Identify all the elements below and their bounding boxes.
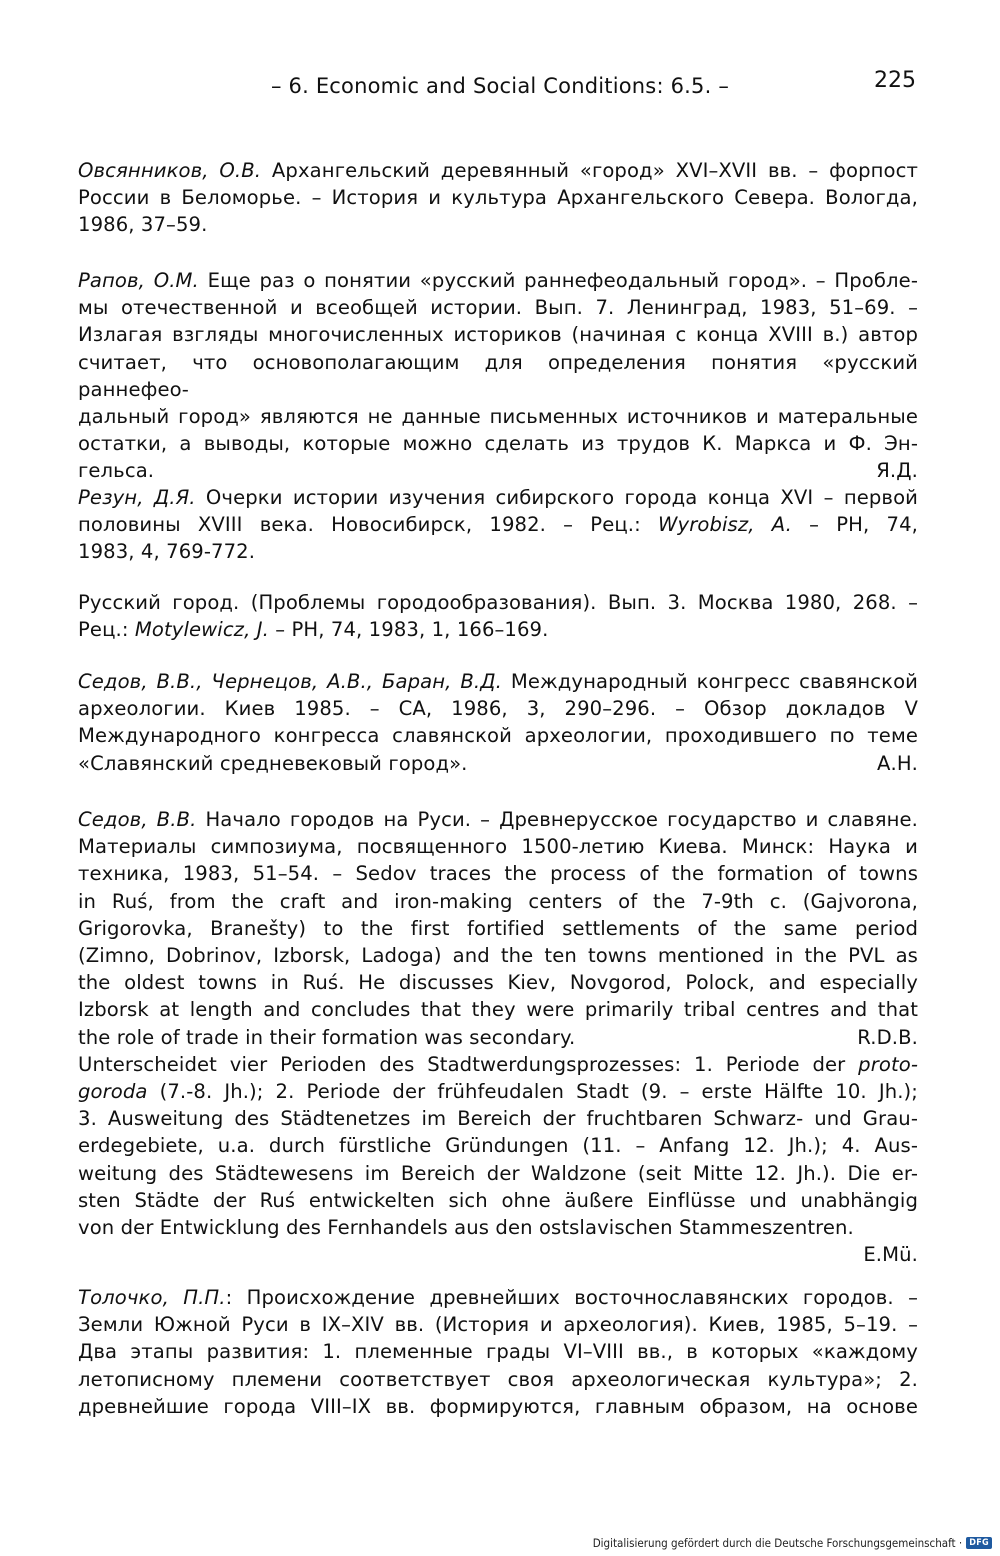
- entry-text: Unterscheidet vier Perioden des Stadtwerdungsprozesses: 1. Periode der: [78, 1052, 859, 1076]
- bibliography-entry-sedov: [78, 806, 918, 1268]
- entry-text: – PH, 74, 1983, 1, 166–169.: [268, 618, 549, 642]
- entry-text: мы отечественной и всеобщей истории. Вып. 7. Ленинград, 1983, 51–69. –: [78, 296, 918, 320]
- bibliography-entry-tolochko: [78, 1284, 918, 1420]
- digitization-footer: [593, 1536, 992, 1550]
- running-title: – 6. Economic and Social Conditions: 6.5. –: [270, 74, 730, 98]
- entry-text: in Ruś, from the craft and iron-making centers of the 7-9th c. (Gajvorona,: [78, 889, 918, 913]
- entry-text: Очерки истории изучения сибирского города конца XVI – первой: [195, 486, 918, 509]
- entry-text: von der Entwicklung des Fernhandels aus den ostslavischen Stammeszentren.: [78, 1216, 854, 1240]
- entry-text: Архангельский деревянный «город» XVI–XVII вв. – форпост: [261, 159, 918, 182]
- entry-term: goroda: [78, 1080, 148, 1104]
- entry-text: Начало городов на Руси. – Древнерусское государство и славяне.: [196, 808, 918, 831]
- entry-text: Рец.:: [78, 618, 135, 642]
- entry-text: Излагая взгляды многочисленных историков (начиная с конца XVIII в.) автор: [78, 323, 918, 347]
- entry-author: Толочко, П.П.: [78, 1286, 226, 1309]
- entry-text: Русский город. (Проблемы городообразования). Вып. 3. Москва 1980, 268. –: [78, 591, 918, 614]
- entry-text: Izborsk at length and concludes that they were primarily tribal centres and that: [78, 998, 918, 1022]
- entry-text: остатки, а выводы, которые можно сделать из трудов К. Маркса и Ф. Эн-: [78, 432, 918, 456]
- entry-text: техника, 1983, 51–54. – Sedov traces the process of the formation of towns: [78, 862, 918, 886]
- entry-author: Овсянников, О.В.: [78, 159, 262, 182]
- reviewer-signature: А.Н.: [877, 751, 918, 775]
- entry-text: гельса.: [78, 459, 155, 483]
- page-number: 225: [874, 68, 916, 93]
- reviewer-signature: Я.Д.: [876, 459, 918, 483]
- running-head: [80, 68, 920, 106]
- entry-text: (Zimno, Dobrinov, Izborsk, Ladoga) and the ten towns mentioned in the PVL as: [78, 944, 918, 968]
- entry-author: Седов, В.В., Чернецов, А.В., Баран, В.Д.: [78, 670, 502, 693]
- entry-text: летописному племени соответствует своя археологическая культура»; 2.: [78, 1367, 918, 1391]
- entry-text: древнейшие города VIII–IX вв. формируются, главным образом, на основе: [78, 1394, 918, 1418]
- entry-text: weitung des Städtewesens im Bereich der Waldzone (seit Mitte 12. Jh.). Die er-: [78, 1161, 918, 1185]
- entry-text: Земли Южной Руси в IX–XIV вв. (История и археология). Киев, 1985, 5–19. –: [78, 1313, 918, 1337]
- entry-term: proto-: [858, 1052, 918, 1076]
- entry-text: Международного конгресса славянской археологии, проходившего по теме: [78, 724, 918, 748]
- bibliography-entry-rapov: [78, 267, 918, 485]
- reviewer-signature: R.D.B.: [857, 1025, 918, 1049]
- bibliography-entry-rezun: [78, 484, 918, 566]
- dfg-logo: DFG: [966, 1537, 992, 1549]
- bibliography-entry-ovsyannikov: [78, 157, 918, 239]
- entry-text: sten Städte der Ruś entwickelten sich ohne äußere Einflüsse und unabhängig: [78, 1188, 918, 1212]
- entry-text: the role of trade in their formation was secondary.: [78, 1025, 576, 1049]
- entry-author: Резун, Д.Я.: [78, 486, 196, 509]
- entry-text: Международный конгресс свавянской: [501, 670, 918, 693]
- entry-text: erdegebiete, u.a. durch fürstliche Gründungen (11. – Anfang 12. Jh.); 4. Aus-: [78, 1134, 918, 1158]
- entry-text: 1983, 4, 769-772.: [78, 540, 256, 564]
- review-author: Wyrobisz, A.: [658, 513, 792, 537]
- bibliography-entry-russkiy-gorod: [78, 589, 918, 643]
- entry-text: 1986, 37–59.: [78, 213, 208, 237]
- entry-text: (7.-8. Jh.); 2. Periode der frühfeudalen Stadt (9. – erste Hälfte 10. Jh.);: [147, 1080, 918, 1104]
- entry-text: археологии. Киев 1985. – СА, 1986, 3, 290–296. – Обзор докладов V: [78, 697, 918, 721]
- entry-text: – PH, 74,: [791, 513, 919, 537]
- entry-text: России в Беломорье. – История и культура Архангельского Севера. Вологда,: [78, 186, 918, 210]
- entry-text: «Славянский средневековый город».: [78, 751, 468, 775]
- reviewer-signature: E.Mü.: [863, 1243, 918, 1267]
- bibliography-entry-sedov-chernetsov-baran: [78, 668, 918, 777]
- entry-text: Материалы симпозиума, посвященного 1500-летию Киева. Минск: Наука и: [78, 835, 918, 859]
- entry-text: Еще раз о понятии «русский раннефеодальный город». – Пробле-: [198, 269, 918, 292]
- footer-text: Digitalisierung gefördert durch die Deutsche Forschungsgemeinschaft ·: [592, 1536, 963, 1550]
- entry-text: : Происхождение древнейших восточнославянских городов. –: [225, 1286, 918, 1309]
- entry-text: половины XVIII века. Новосибирск, 1982. – Рец.:: [78, 513, 659, 537]
- review-author: Motylewicz, J.: [134, 618, 269, 642]
- entry-text: считает, что основополагающим для определения понятия «русский раннефео-: [78, 350, 918, 401]
- entry-text: Два этапы развития: 1. племенные грады VI–VIII вв., в которых «каждому: [78, 1340, 918, 1364]
- entry-author: Седов, В.В.: [78, 808, 197, 831]
- entry-author: Рапов, О.М.: [78, 269, 199, 292]
- entry-text: the oldest towns in Ruś. He discusses Kiev, Novgorod, Polock, and especially: [78, 971, 918, 995]
- entry-text: Grigorovka, Branešty) to the first fortified settlements of the same period: [78, 916, 918, 940]
- entry-text: 3. Ausweitung des Städtenetzes im Bereich der fruchtbaren Schwarz- und Grau-: [78, 1107, 918, 1131]
- entry-text: дальный город» являются не данные письменных источников и матеральные: [78, 405, 918, 429]
